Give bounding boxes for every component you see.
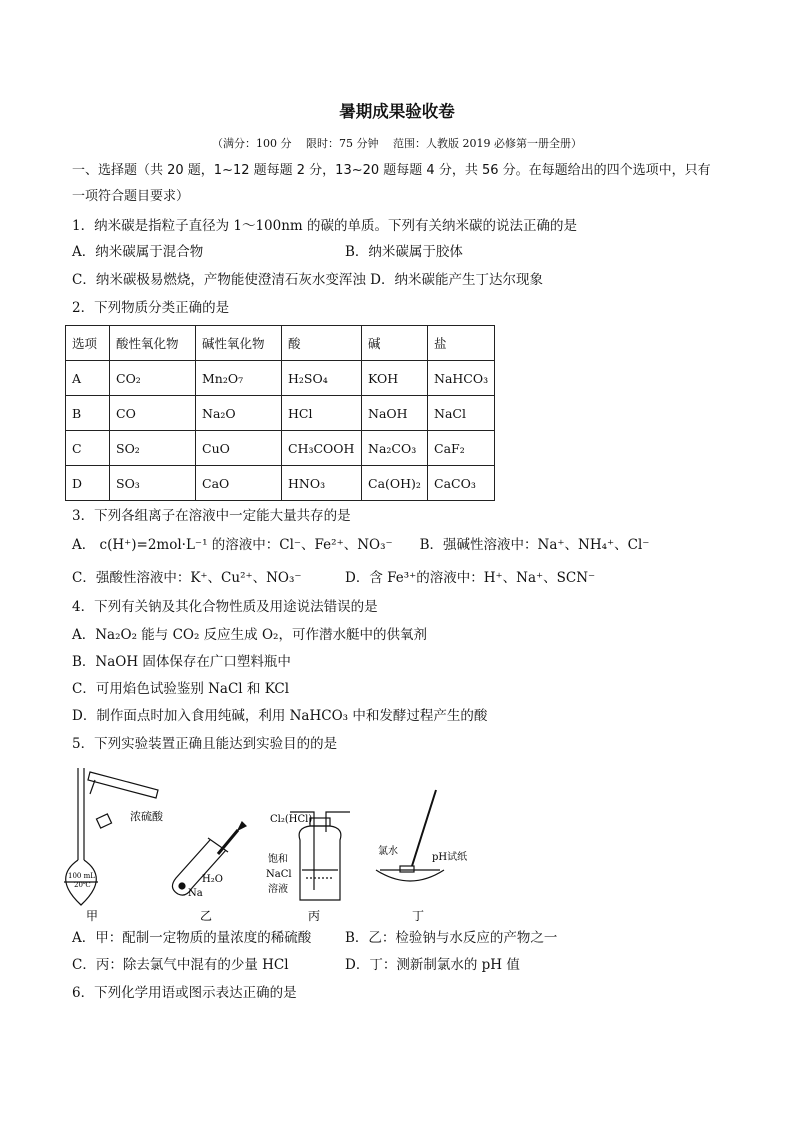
section-heading-cont: 一项符合题目要求） — [72, 189, 190, 204]
table-cell: H₂SO₄ — [282, 361, 362, 396]
table-cell: CO — [110, 396, 196, 431]
q3-option-d: D．含 Fe³⁺的溶液中：H⁺、Na⁺、SCN⁻ — [345, 570, 596, 586]
table-header-row — [66, 326, 495, 361]
q4-option-b: B．NaOH 固体保存在广口塑料瓶中 — [72, 654, 291, 670]
table-cell: HCl — [282, 396, 362, 431]
label-gas: Cl₂(HCl) — [270, 814, 313, 825]
label-water: H₂O — [202, 874, 223, 885]
label-ph-paper: pH试纸 — [432, 852, 468, 863]
table-cell: SO₂ — [110, 431, 196, 466]
table-row — [66, 466, 495, 501]
caption-ding: 丁 — [412, 909, 425, 923]
q4-option-a: A．Na₂O₂ 能与 CO₂ 反应生成 O₂，可作潜水艇中的供氧剂 — [72, 627, 427, 643]
header-cell: 碱性氧化物 — [196, 326, 282, 361]
caption-bing: 丙 — [308, 909, 321, 923]
evaporating-dish-icon — [376, 790, 444, 881]
q5-option-c: C．丙：除去氯气中混有的少量 HCl — [72, 957, 289, 973]
caption-jia: 甲 — [86, 909, 99, 923]
label-saturated-1: 饱和 — [268, 854, 288, 865]
label-na: Na — [188, 888, 203, 899]
q1-option-b: B．纳米碳属于胶体 — [345, 244, 463, 260]
table-row — [66, 431, 495, 466]
q4-option-c: C．可用焰色试验鉴别 NaCl 和 KCl — [72, 681, 290, 697]
gas-washing-bottle-icon — [290, 812, 350, 900]
apparatus-figure — [60, 760, 480, 925]
header-cell: 酸性氧化物 — [110, 326, 196, 361]
table-cell: CaF₂ — [428, 431, 495, 466]
table-cell: NaCl — [428, 396, 495, 431]
table-cell: SO₃ — [110, 466, 196, 501]
q3-option-c: C．强酸性溶液中：K⁺、Cu²⁺、NO₃⁻ — [72, 570, 302, 586]
label-acid: 浓硫酸 — [130, 810, 163, 823]
caption-yi: 乙 — [200, 909, 213, 923]
q5-stem: 5．下列实验装置正确且能达到实验目的的是 — [72, 736, 338, 752]
table-cell: Na₂O — [196, 396, 282, 431]
table-cell: CaCO₃ — [428, 466, 495, 501]
q1-option-a: A．纳米碳属于混合物 — [72, 244, 204, 260]
table-cell: NaOH — [362, 396, 428, 431]
table-cell: Ca(OH)₂ — [362, 466, 428, 501]
label-saturated-2: NaCl — [266, 869, 292, 880]
table-row — [66, 361, 495, 396]
table-cell: KOH — [362, 361, 428, 396]
q6-stem: 6．下列化学用语或图示表达正确的是 — [72, 985, 297, 1001]
header-cell: 选项 — [66, 326, 110, 361]
classification-table — [65, 325, 495, 501]
table-row — [66, 396, 495, 431]
table-cell: B — [66, 396, 110, 431]
table-cell: CaO — [196, 466, 282, 501]
q2-stem: 2．下列物质分类正确的是 — [72, 300, 230, 316]
q1-stem: 1．纳米碳是指粒子直径为 1～100nm 的碳的单质。下列有关纳米碳的说法正确的是 — [72, 218, 578, 234]
label-flask-temp: 20℃ — [74, 881, 91, 889]
q5-option-d: D．丁：测新制氯水的 pH 值 — [345, 957, 520, 973]
header-cell: 酸 — [282, 326, 362, 361]
table-cell: Mn₂O₇ — [196, 361, 282, 396]
page-subtitle: （满分：100 分 限时：75 分钟 范围：人教版 2019 必修第一册全册） — [212, 137, 582, 150]
table-cell: CH₃COOH — [282, 431, 362, 466]
q3-stem: 3．下列各组离子在溶液中一定能大量共存的是 — [72, 508, 351, 524]
header-cell: 碱 — [362, 326, 428, 361]
table-cell: HNO₃ — [282, 466, 362, 501]
label-flask-volume: 100 mL — [68, 872, 95, 880]
table-cell: Na₂CO₃ — [362, 431, 428, 466]
q4-option-d: D．制作面点时加入食用纯碱，利用 NaHCO₃ 中和发酵过程产生的酸 — [72, 708, 488, 724]
section-heading: 一、选择题（共 20 题，1~12 题每题 2 分，13~20 题每题 4 分，共 56 分。在每题给出的四个选项中，只有 — [72, 163, 711, 178]
table-cell: C — [66, 431, 110, 466]
q3-options-ab: A． c(H⁺)=2mol·L⁻¹ 的溶液中：Cl⁻、Fe²⁺、NO₃⁻ B．强碱性溶液中：Na⁺、NH₄⁺、Cl⁻ — [72, 537, 650, 553]
table-cell: CuO — [196, 431, 282, 466]
label-chlorine-water: 氯水 — [378, 846, 398, 857]
table-cell: A — [66, 361, 110, 396]
table-cell: CO₂ — [110, 361, 196, 396]
q1-option-cd: C．纳米碳极易燃烧，产物能使澄清石灰水变浑浊 D．纳米碳能产生丁达尔现象 — [72, 272, 543, 288]
page-title: 暑期成果验收卷 — [339, 102, 455, 121]
q4-stem: 4．下列有关钠及其化合物性质及用途说法错误的是 — [72, 599, 378, 615]
header-cell: 盐 — [428, 326, 495, 361]
table-cell: NaHCO₃ — [428, 361, 495, 396]
label-saturated-3: 溶液 — [268, 884, 288, 895]
table-cell: D — [66, 466, 110, 501]
q5-option-a: A．甲：配制一定物质的量浓度的稀硫酸 — [72, 930, 312, 946]
q5-option-b: B．乙：检验钠与水反应的产物之一 — [345, 930, 558, 946]
